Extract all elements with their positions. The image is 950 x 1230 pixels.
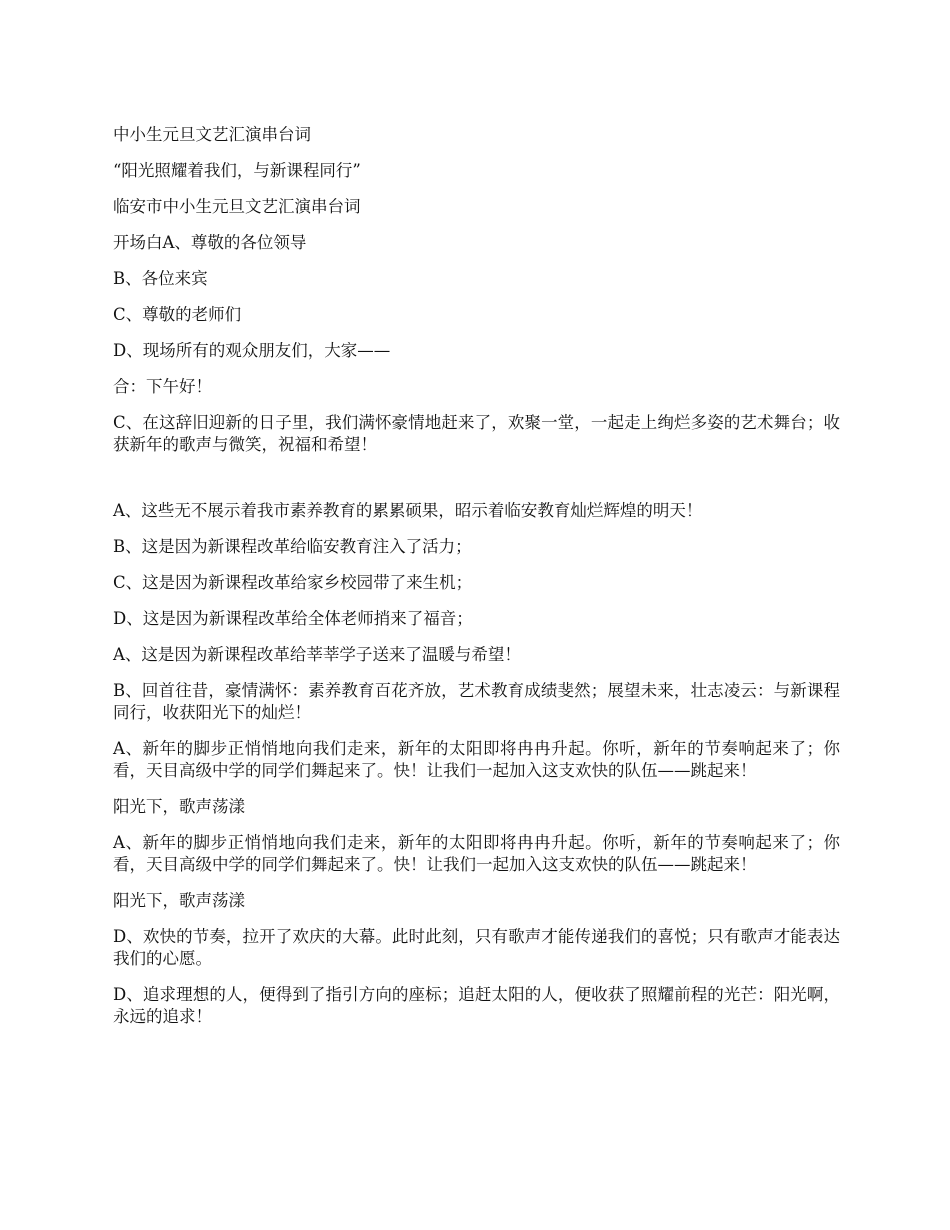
doc-heading: 临安市中小生元旦文艺汇演串台词 bbox=[113, 197, 361, 216]
blank-spacer bbox=[113, 470, 840, 500]
paragraph: A、新年的脚步正悄悄地向我们走来，新年的太阳即将冉冉升起。你听，新年的节奏响起来了；你看，天目高级中学的同学们舞起来了。快！让我们一起加入这支欢快的队伍——跳起来！ bbox=[113, 833, 840, 874]
paragraph: D、欢快的节奏，拉开了欢庆的大幕。此时此刻，只有歌声才能传递我们的喜悦；只有歌声才能表达我们的心愿。 bbox=[113, 927, 840, 968]
paragraph: D、现场所有的观众朋友们，大家—— bbox=[113, 341, 391, 360]
paragraph: D、追求理想的人，便得到了指引方向的座标；追赶太阳的人，便收获了照耀前程的光芒：阳光啊，永远的追求！ bbox=[113, 985, 840, 1026]
paragraph: A、这些无不展示着我市素养教育的累累硕果，昭示着临安教育灿烂辉煌的明天！ bbox=[113, 501, 703, 520]
doc-title: 中小生元旦文艺汇演串台词 bbox=[113, 125, 311, 144]
paragraph: C、这是因为新课程改革给家乡校园带了来生机； bbox=[113, 573, 473, 592]
doc-subtitle: “阳光照耀着我们，与新课程同行” bbox=[113, 161, 361, 180]
paragraph: B、回首往昔，豪情满怀：素养教育百花齐放，艺术教育成绩斐然；展望未来，壮志凌云：与新课程同行，收获阳光下的灿烂！ bbox=[113, 681, 840, 722]
document-body bbox=[113, 124, 840, 1042]
paragraph: A、新年的脚步正悄悄地向我们走来，新年的太阳即将冉冉升起。你听，新年的节奏响起来了；你看，天目高级中学的同学们舞起来了。快！让我们一起加入这支欢快的队伍——跳起来！ bbox=[113, 739, 840, 780]
paragraph: C、在这辞旧迎新的日子里，我们满怀豪情地赶来了，欢聚一堂，一起走上绚烂多姿的艺术舞台；收获新年的歌声与微笑，祝福和希望！ bbox=[113, 413, 840, 454]
paragraph: B、这是因为新课程改革给临安教育注入了活力； bbox=[113, 537, 472, 556]
paragraph: 合：下午好！ bbox=[113, 377, 212, 396]
paragraph: B、各位来宾 bbox=[113, 269, 208, 288]
section-line: 阳光下，歌声荡漾 bbox=[113, 891, 245, 910]
section-line: 阳光下，歌声荡漾 bbox=[113, 797, 245, 816]
paragraph: D、这是因为新课程改革给全体老师捎来了福音； bbox=[113, 609, 473, 628]
paragraph: C、尊敬的老师们 bbox=[113, 305, 242, 324]
paragraph: A、这是因为新课程改革给莘莘学子送来了温暖与希望！ bbox=[113, 645, 521, 664]
paragraph: 开场白A、尊敬的各位领导 bbox=[113, 233, 307, 252]
